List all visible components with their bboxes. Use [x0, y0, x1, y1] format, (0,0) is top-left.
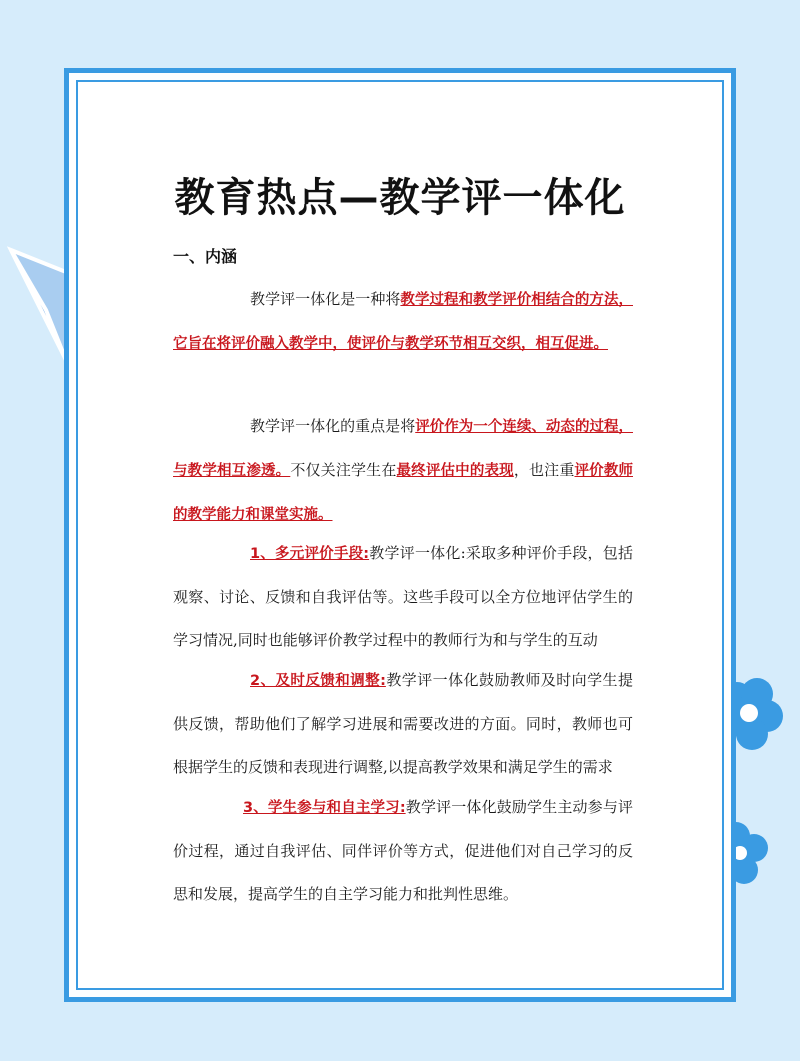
- paragraph-text: 教学评一体化是一种将: [250, 290, 401, 308]
- highlight-text: 教学过程和教学评价相结合的方法，它旨在将评价融入教学中，使评价与教学环节相互交织，相互促进。: [173, 292, 633, 352]
- section-heading: 一、内涵: [173, 247, 238, 266]
- highlight-text: 3、学生参与和自主学习:: [243, 800, 406, 816]
- paragraph-text: 教学评一体化:采取多种评价手段，包括观察、讨论、反馈和自我评估等。这些手段可以全方位地评估学生的学习情况,同时也能够评价教学过程中的教师行为和与学生的互动: [173, 544, 633, 649]
- highlight-text: 2、及时反馈和调整:: [250, 673, 386, 689]
- paragraph-text: 教学评一体化鼓励教师及时向学生提供反馈，帮助他们了解学习进展和需要改进的方面。同时，教师也可根据学生的反馈和表现进行调整,以提高教学效果和满足学生的需求: [173, 671, 633, 776]
- paragraph-text: 不仅关注学生在: [290, 461, 397, 479]
- highlight-text: 评价教师的教学能力和课堂实施。: [173, 463, 633, 523]
- paragraph-definition: [173, 278, 633, 366]
- paragraph-text: 教学评一体化鼓励学生主动参与评价过程，通过自我评估、同伴评价等方式，促进他们对自己学习的反思和发展，提高学生的自主学习能力和批判性思维。: [173, 798, 633, 903]
- paragraph-point-2: [173, 659, 633, 789]
- paragraph-point-1: [173, 532, 633, 662]
- highlight-text: 评价作为一个连续、动态的过程，与教学相互渗透。: [173, 419, 633, 479]
- paragraph-text: 教学评一体化的重点是将: [250, 417, 416, 435]
- page-title: 教育热点—教学评一体化: [174, 175, 626, 221]
- paragraph-focus: [173, 405, 633, 537]
- paragraph-text: ，也注重: [513, 461, 575, 479]
- highlight-text: 最终评估中的表现: [396, 463, 514, 479]
- highlight-text: 1、多元评价手段:: [250, 546, 370, 562]
- paragraph-point-3: [173, 786, 633, 916]
